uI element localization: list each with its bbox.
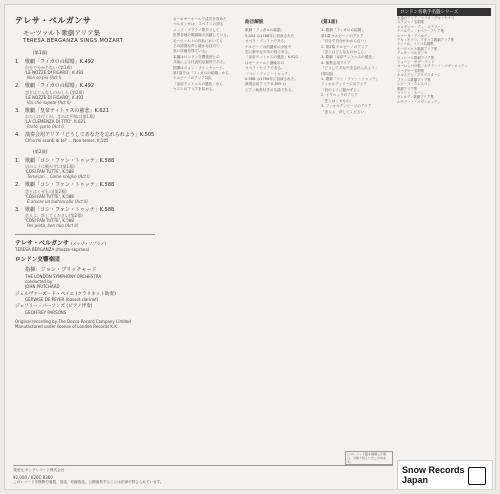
text-line: 第1幕 ケルビーノのアリア (321, 33, 364, 38)
catalog-entry: テノール、リリコ名唱集 (397, 42, 434, 47)
text-line: 「コシ・ファン・トゥッテ」 (245, 71, 292, 76)
track-aria-it: Voi che sapete (Act II) (27, 99, 71, 105)
album-title: テレサ・ベルガンサ (15, 16, 92, 25)
text-line: 「恋人よ、許してください」 (321, 109, 368, 114)
track-number: 4. (15, 131, 20, 138)
track-aria-jp: 恋とはくせもの(第2幕) (25, 188, 67, 194)
conductor-name-en: JOHN PRITCHARD (25, 283, 60, 289)
catalog-entry: ヨーロッパの歌／ルチアーノ・パヴァロッティ (397, 64, 468, 69)
text-line: 2. 第2幕 ケルビーノのアリア (321, 44, 368, 49)
text-line: 指揮はジョン・プリッチャード。 (173, 65, 227, 70)
series-catalog-panel (397, 8, 491, 488)
copyright-notice: このレコードを無断で複製、放送、有線放送、公開演奏することは法律で禁じられています。 (13, 480, 164, 484)
track-item (15, 83, 165, 104)
text-line: はモーツァルト最晩年の (245, 60, 285, 65)
side2-label: (第2面) (33, 149, 48, 154)
track-title-jp: 歌劇「コシ・ファン・トゥッテ」K.588 (25, 158, 115, 164)
catalog-number: K20C 8360 (30, 475, 53, 480)
liner-notes-column-3 (321, 17, 391, 115)
catalog-entry: フランス歌劇アリア集 (397, 77, 431, 82)
text-line: 3. 歌劇「皇帝ティトゥスの慈悲」 (321, 55, 376, 60)
singer-name: テレサ・ベルガンサ (15, 239, 69, 247)
track-title-en: 'LE NOZZE DI FIGARO', K.492 (25, 70, 84, 76)
text-line: 「岩のように動かずに」 (321, 87, 361, 92)
text-line: 本盤はロンドン交響楽団との (173, 54, 220, 59)
conducted-by-label: conducted by (25, 278, 53, 284)
catalog-entry: マリリン・ホーン (397, 90, 425, 95)
track-number: 1. (15, 158, 20, 164)
text-line: 共演による代表的な録音である。 (173, 60, 227, 65)
track-number: 3. (15, 206, 20, 213)
track-aria-it: È amore un ladroncello (Act II) (27, 198, 88, 204)
track-title-jp: 歌劇「コシ・ファン・トゥッテ」K.588 (25, 206, 115, 213)
clarinet-credit-en (25, 297, 165, 302)
recording-credit: Original recording by The Decca Record Company Limited (15, 319, 132, 325)
text-line: ケルビーノのアリア2曲、 (173, 76, 215, 81)
snow-logo-icon (468, 467, 486, 485)
text-line: 「皇帝ティトゥスの慈悲」K.621 (245, 55, 299, 60)
text-line: K.588 は1790年に初演された。 (245, 77, 298, 82)
text-line: 「恋とはどんなものかしら」 (321, 50, 368, 55)
track-title-jp: 歌劇「皇帝ティトゥスの慈悲」K.621 (25, 107, 109, 114)
catalog-entry: ヴェルディ歌劇アリア集 (397, 95, 434, 100)
text-line: ベルガンサは、スペインの誇る (173, 22, 224, 27)
side2-track-list (15, 158, 165, 228)
record-sleeve-back (4, 4, 496, 490)
track-item (15, 132, 165, 143)
clarinet-role-en: (basset clarinet) (65, 297, 99, 303)
text-line: ピアノ助奏付きの名曲である。 (245, 87, 296, 92)
track-number: 2. (15, 182, 20, 189)
piano-name-en: GEOFFREY PARSONS (25, 310, 67, 316)
text-line: フィオルディリージのアリア (321, 82, 367, 87)
text-line: 1. 歌劇「コシ・ファン・トゥッテ」 (321, 77, 380, 82)
divider (15, 234, 155, 235)
text-line: 4. 演奏会用アリア (321, 60, 351, 65)
track-aria-jp: 自分で分からない (第1幕) (25, 65, 72, 71)
liner-notes-heading: (第1面) (321, 20, 338, 25)
text-line: 1. 歌劇「フィガロの結婚」 (321, 28, 365, 33)
track-number: 3. (15, 107, 20, 114)
text-line: オペラ・セリアである。 (245, 66, 285, 71)
track-aria-it: Non so più (Act I) (27, 75, 62, 81)
text-line: 「皇帝ティトゥスの慈悲」から (173, 81, 223, 86)
track-item (15, 59, 165, 80)
track-aria-jp: 恋人よ、許してください(第2幕) (25, 212, 83, 218)
text-line: メッゾ・ソプラノ歌手として (173, 27, 220, 32)
text-line: その清澄な声と確かな技巧で (173, 44, 220, 49)
piano-name-jp: ジェフリー・パーソンズ (15, 304, 65, 310)
track-title-jp: 歌劇「フィガロの結婚」K.492 (25, 59, 95, 65)
sticker-text: Snow Records (402, 465, 465, 475)
catalog-entry: ロッシーニ歌劇アリア集 (397, 55, 435, 60)
series-header: ロンドン名歌手名盤シリーズ (397, 8, 491, 16)
track-number: 2. (15, 83, 20, 90)
text-line: 世界各地の歌劇場で活躍している。 (173, 33, 231, 38)
catalog-entry: テレサ・ベルガンサ (397, 51, 428, 56)
track-title-en: 'COSI FAN TUTTE', K.588 (25, 169, 74, 175)
text-line: ケルビーノは伯爵家の小姓で (245, 44, 292, 49)
text-line: 高い評価を得ている。 (173, 49, 209, 54)
price-line: ¥2,000 / K20C 8360 (13, 475, 53, 480)
singer-name-jp (15, 240, 165, 248)
track-title-jp: 演奏会用アリア「どうしてあなたを忘れられよう」K.505 (25, 131, 155, 138)
track-title-jp: 歌劇「フィガロの結婚」K.492 (25, 83, 95, 90)
track-aria-jp: 岩のように動かずに(第1幕) (25, 164, 75, 170)
catalog-entry: ステファノ名唱集 (397, 20, 424, 25)
text-line: セストのアリアを収める。 (173, 87, 216, 92)
track-item (15, 182, 165, 203)
text-line: カーネギーホールで成功を収めた (173, 17, 227, 21)
track-item (15, 158, 165, 179)
singer-name-en (15, 247, 165, 252)
album-subtitle: モーツァルト歌劇アリア集 (23, 29, 101, 37)
track-number: 1. (15, 59, 20, 65)
notice-box: このレコード盤を破損した場合、お取り替えいたしかねます。 (345, 451, 393, 465)
track-aria-it: Per pietà, ben mio (Act II) (27, 222, 79, 228)
liner-notes-column-2 (245, 17, 317, 93)
text-line: 演奏会用アリア K.505 は (245, 82, 287, 87)
catalog-entry: レジーヌ・クレスパン (397, 82, 431, 87)
track-title-en: 'COSI FAN TUTTE', K.588 (25, 217, 74, 223)
catalog-entry: ジョーン・サザーランド (397, 60, 435, 65)
catalog-entry: ワーグナー名唱集 (397, 68, 425, 73)
catalog-entry: 歌劇アリア集 (397, 86, 418, 91)
catalog-entry: ジュゼッペ・ディ・ステファノ (397, 24, 444, 29)
text-line: K.492 は1786年に初演された (245, 33, 295, 38)
text-line: 「恋とはくせもの」 (321, 98, 354, 103)
clarinet-role: (クラリネット助奏) (75, 291, 116, 297)
catalog-entry: ルチアーノ・パヴァロッティ (397, 99, 441, 104)
sticker-text-2: Japan (402, 475, 429, 485)
liner-notes-heading: 曲目解説 (245, 20, 264, 25)
text-line: 歌劇「フィガロの結婚」 (245, 28, 285, 33)
liner-notes-column-1 (173, 17, 241, 93)
footer (13, 465, 393, 485)
catalog-entry: キルステン・フラグスタート (397, 73, 441, 78)
catalog-entry: テバルディ・オペラ・アリア集 (397, 29, 444, 34)
side1-track-list (15, 59, 165, 143)
side1-label: (第1面) (33, 50, 48, 55)
conductor-name-jp: 指揮：ジョン・プリッチャード (25, 267, 97, 274)
text-line: 2. ドラベッラのアリア (321, 93, 358, 98)
text-line: 第1面では「フィガロの結婚」から (173, 71, 229, 76)
singer-role-en: (mezzo-soprano) (55, 247, 90, 253)
album-title-english: TERESA BERGANZA SINGS MOZART (23, 38, 124, 44)
track-title-en: 'COSI FAN TUTTE', K.588 (25, 193, 74, 199)
track-title-en: 'LA CLEMENZA DI TITO', K.621 (25, 118, 86, 124)
orchestra-name-jp: ロンドン交響楽団 (15, 257, 60, 264)
publisher: 発売元 キングレコード株式会社 (13, 468, 65, 472)
singer-en: TERESA BERGANZA (15, 247, 55, 253)
license-credit: Manufactured under license of London Records K.K. (15, 324, 119, 330)
clarinet-name-en: GERVASE DE PEYER (25, 297, 65, 303)
catalog-entry: モーツァルト歌劇アリア集 (397, 46, 438, 51)
track-title-jp: 歌劇「コシ・ファン・トゥッテ」K.588 (25, 182, 115, 189)
track-aria-it: Parto, parto (Act I) (27, 123, 65, 129)
track-title-en: 'LE NOZZE DI FIGARO', K.492 (25, 94, 84, 100)
text-line: 3. フィオルディリージのアリア (321, 104, 372, 109)
clarinet-name-jp: ジェルヴァーズ・ド・ペイエ (15, 291, 75, 297)
text-line: (第2面) (321, 71, 334, 76)
singer-role: (メッゾ・ソプラノ) (70, 240, 106, 246)
catalog-entry: デル・モナコ、イタリア歌劇アリア集 (397, 38, 455, 43)
track-aria-it: Temerari... Come scoglio (Act I) (27, 174, 90, 180)
text-line: 「自分で自分がわからない」 (321, 39, 368, 44)
text-line: 「どうしてあなたを忘れられよう」 (321, 66, 379, 71)
text-line: モーツァルトの作品においても (173, 38, 223, 43)
track-item (15, 108, 165, 129)
track-aria-jp: わたしは行くが、きみは平和に(第1幕) (25, 113, 95, 119)
text-line: オペラ・ブッファである。 (245, 39, 288, 44)
track-title-en: Ch'io mi scordi di te? ... Non temer, K.505 (25, 138, 109, 143)
piano-role: (ピアノ伴奏) (66, 304, 93, 310)
catalog-entry: 永遠のアリア／マリオ・デル・モナコ (397, 16, 455, 20)
text-line: 恋に夢中な少年の役である。 (245, 50, 292, 55)
price: ¥2,000 (13, 475, 27, 480)
tracklist-column (15, 15, 165, 329)
catalog-entry: レナータ・テバルディ (397, 33, 431, 38)
orchestra-name-en: THE LONDON SYMPHONY ORCHESTRA (25, 273, 102, 279)
track-item (15, 207, 165, 228)
track-aria-jp: 恋とはどんなものかしら (第2幕) (25, 89, 84, 95)
store-sticker (397, 460, 493, 490)
